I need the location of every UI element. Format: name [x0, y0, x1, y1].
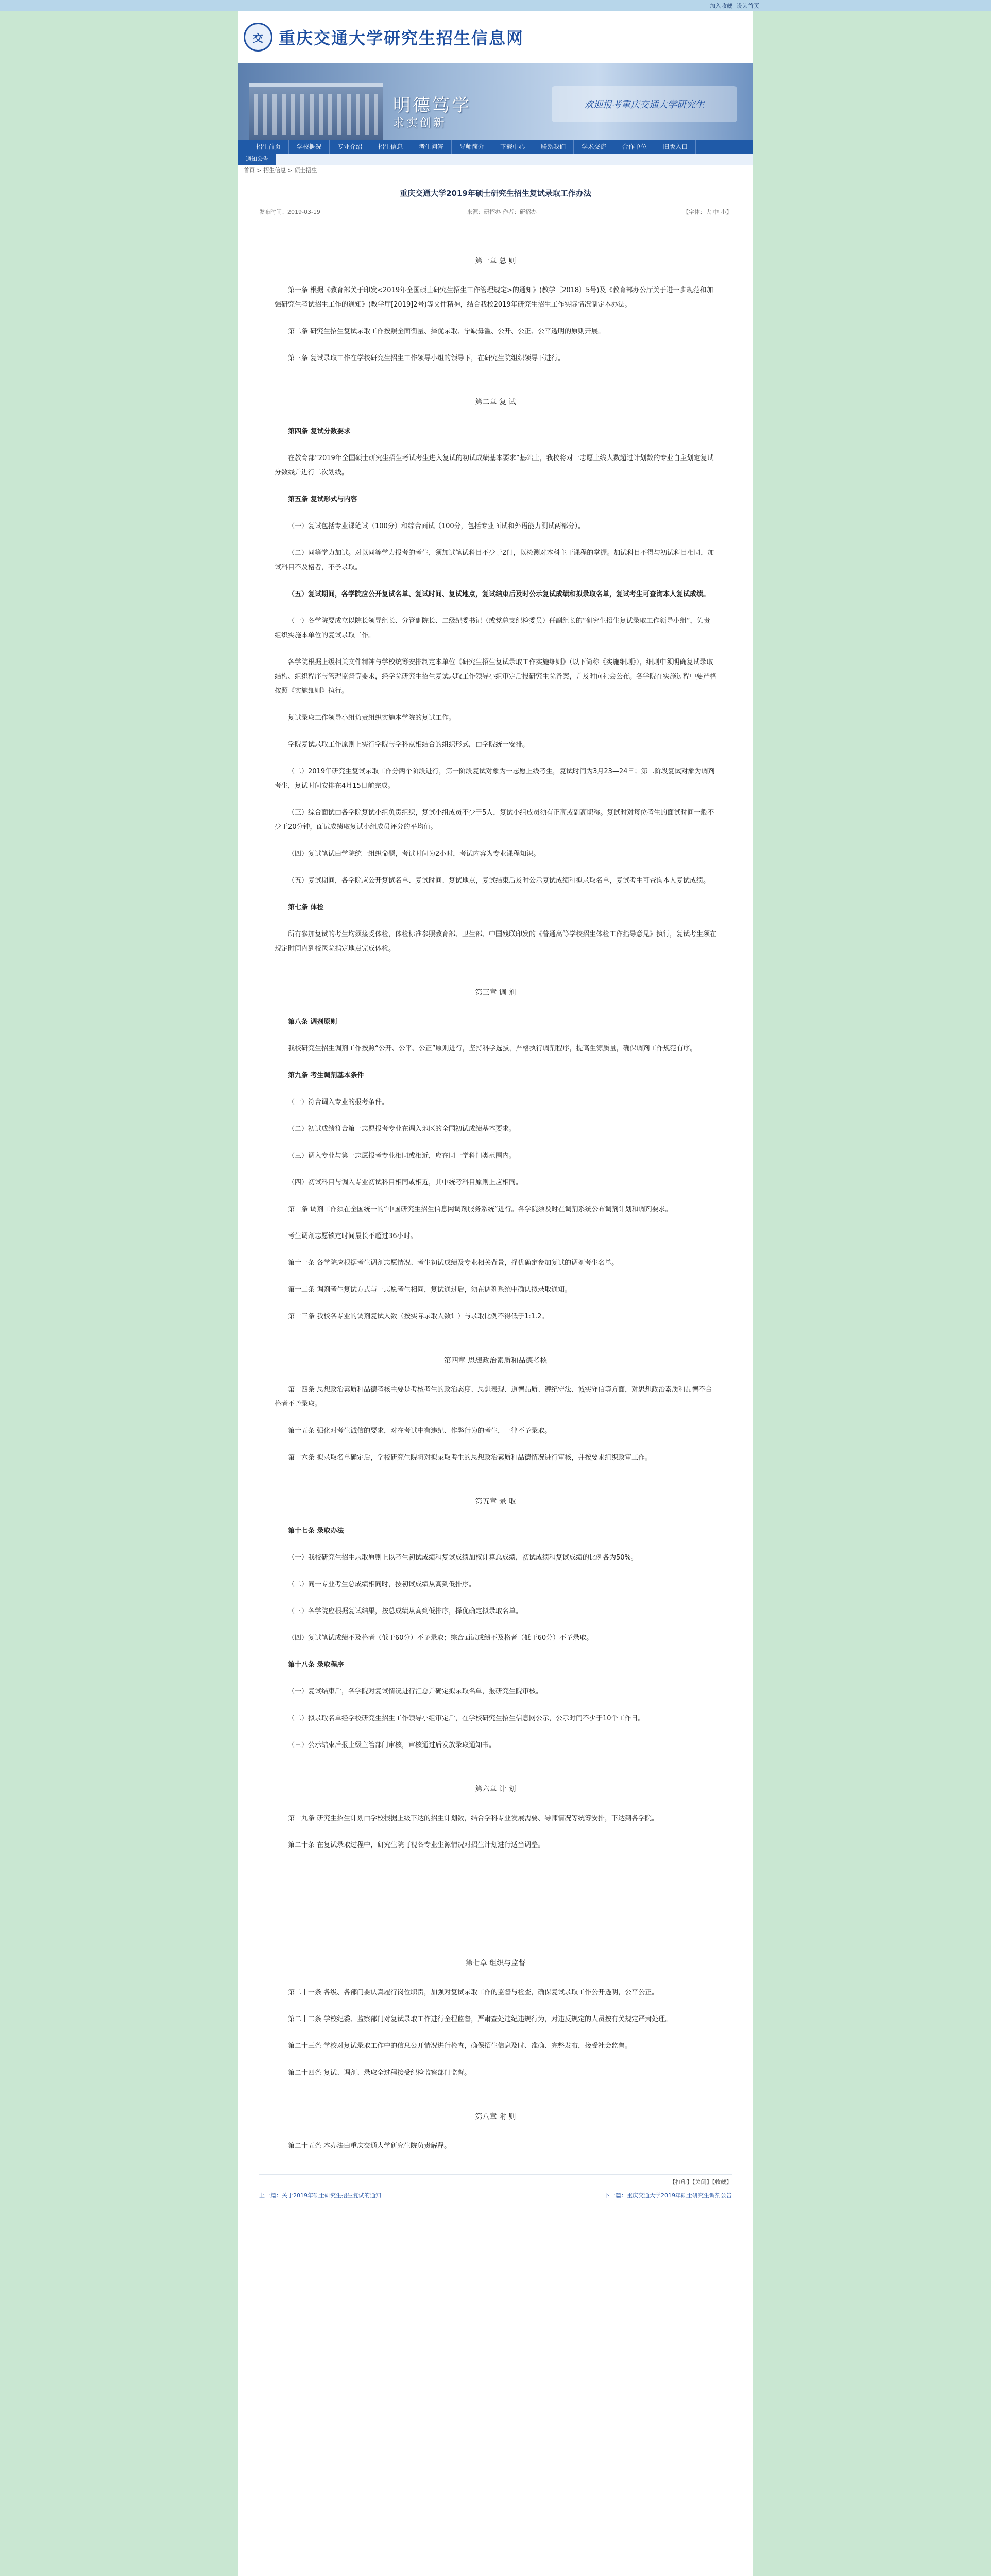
article-paragraph: 第二十一条 各级、各部门要认真履行岗位职责，加强对复试录取工作的监督与检查，确保复试录取工作公开透明，公平公正。: [288, 1989, 659, 1996]
nav-item[interactable]: 学校概况: [289, 140, 330, 154]
banner-slogan-2: 求实创新: [393, 117, 447, 130]
site-header: [238, 11, 753, 63]
article-label: （五）复试期间，各学院应公开复试名单、复试时间、复试地点，复试结束后及时公示复试成绩和拟录取名单，复试考生可查询本人复试成绩。: [288, 590, 710, 598]
article-paragraph: 第十条 调剂工作须在全国统一的“中国研究生招生信息网调剂服务系统”进行。各学院须及时在调剂系统公布调剂计划和调剂要求。: [288, 1206, 672, 1213]
publish-date: 发布时间：2019-03-19: [259, 209, 320, 215]
article-paragraph: （三）综合面试由各学院复试小组负责组织，复试小组成员不少于5人，复试小组成员须有正高或副高职称。复试时对每位考生的面试时间一般不少于20分钟，面试成绩取复试小组成员评分的平均值。: [275, 809, 714, 831]
article-paragraph: 第二十条 在复试录取过程中，研究生院可视各专业生源情况对招生计划进行适当调整。: [288, 1841, 545, 1849]
article-paragraph: 第一条 根据《教育部关于印发<2019年全国硕士研究生招生工作管理规定>的通知》(教学〔2018〕5号)及《教育部办公厅关于进一步规范和加强研究生考试招生工作的通知》(教学厅[2019]2号)等文件精神，结合我校2019年研究生招生工作实际情况制定本办法。: [275, 286, 713, 309]
article-paragraph: （二）同等学力加试。对以同等学力报考的考生，须加试笔试科目不少于2门，以检测对本科主干课程的掌握。加试科目不得与初试科目相同，加试科目不及格者，不予录取。: [275, 549, 714, 571]
university-logo[interactable]: 交: [244, 23, 272, 52]
article-paragraph: 各学院根据上级相关文件精神与学校统筹安排制定本单位《研究生招生复试录取工作实施细则》（以下简称《实施细则》），细则中须明确复试录取结构、组织程序与管理监督等要求，经学院研究生招生复试录取工作领导小组审定后报研究生院备案，并及时向社会公布。各学院在实施过程中要严格按照《实施细则》执行。: [275, 658, 717, 695]
next-article-link[interactable]: 下一篇：重庆交通大学2019年硕士研究生调剂公告: [604, 2192, 732, 2199]
campus-building-image: [249, 83, 383, 140]
article-paragraph: （二）拟录取名单经学校研究生招生工作领导小组审定后，在学校研究生招生信息网公示，公示时间不少于10个工作日。: [288, 1715, 645, 1722]
spacer: [275, 1865, 716, 1927]
related-links: [259, 2191, 732, 2199]
article-paragraph: 第十五条 强化对考生诚信的要求，对在考试中有违纪、作弊行为的考生，一律不予录取。: [288, 1427, 552, 1435]
chapter-heading: 第七章 组织与监督: [465, 1959, 526, 1968]
article-body: [259, 256, 732, 2154]
article-paragraph: 我校研究生招生调剂工作按照“公开、公平、公正”原则进行，坚持科学选拔，严格执行调剂程序，提高生源质量，确保调剂工作规范有序。: [288, 1045, 697, 1053]
article-paragraph: （三）各学院应根据复试结果，按总成绩从高到低排序，择优确定拟录取名单。: [288, 1607, 523, 1615]
nav-item[interactable]: 考生问答: [411, 140, 452, 154]
article-paragraph: 第十六条 拟录取名单确定后，学校研究生院将对拟录取考生的思想政治素质和品德情况进行审核，并按要求组织政审工作。: [288, 1454, 652, 1462]
article-paragraph: 第三条 复试录取工作在学校研究生招生工作领导小组的领导下，在研究生院组织领导下进行。: [288, 354, 565, 362]
sub-nav: [238, 154, 753, 165]
article-label: 第九条 考生调剂基本条件: [288, 1072, 364, 1079]
article-paragraph: 第二十二条 学校纪委、监察部门对复试录取工作进行全程监督，严肃查处违纪违规行为，对违反规定的人员按有关规定严肃处理。: [288, 2015, 672, 2023]
nav-item[interactable]: 专业介绍: [330, 140, 370, 154]
nav-item[interactable]: 招生首页: [248, 140, 289, 154]
prev-article-link[interactable]: 上一篇：关于2019年硕士研究生招生复试的通知: [259, 2192, 381, 2199]
article-paragraph: （四）复试笔试由学院统一组织命题，考试时间为2小时，考试内容为专业课程知识。: [288, 850, 540, 858]
nav-item[interactable]: 学术交流: [574, 140, 614, 154]
article-paragraph: 复试录取工作领导小组负责组织实施本学院的复试工作。: [288, 714, 456, 722]
article-label: 第七条 体检: [288, 904, 324, 911]
article-paragraph: （二）同一专业考生总成绩相同时，按初试成绩从高到低排序。: [288, 1581, 476, 1588]
article-paragraph: （二）2019年研究生复试录取工作分两个阶段进行，第一阶段复试对象为一志愿上线考生，复试时间为3月23—24日；第二阶段复试对象为调剂考生，复试时间安排在4月15日前完成。: [275, 768, 715, 790]
article-meta: [259, 208, 732, 219]
nav-item[interactable]: 招生信息: [370, 140, 411, 154]
nav-item[interactable]: 导师简介: [452, 140, 492, 154]
article-paragraph: （一）复试包括专业课笔试（100分）和综合面试（100分，包括专业面试和外语能力测试两部分）。: [288, 522, 585, 530]
chapter-heading: 第六章 计 划: [475, 1785, 516, 1793]
article-paragraph: （一）复试结束后，各学院对复试情况进行汇总并确定拟录取名单，报研究生院审核。: [288, 1688, 543, 1696]
article-tools[interactable]: 【打印】【关闭】【收藏】: [259, 2174, 732, 2186]
article-paragraph: 所有参加复试的考生均须接受体检，体检标准参照教育部、卫生部、中国残联印发的《普通高等学校招生体检工作指导意见》执行，复试考生须在规定时间内到校医院指定地点完成体检。: [275, 930, 717, 953]
article-paragraph: 第二十三条 学校对复试录取工作中的信息公开情况进行检查，确保招生信息及时、准确、完整发布，接受社会监督。: [288, 2042, 632, 2050]
article-label: 第十七条 录取办法: [288, 1527, 344, 1535]
add-favorite-link[interactable]: 加入收藏: [710, 3, 732, 9]
font-size-tools[interactable]: 【字体：大 中 小】: [683, 209, 732, 215]
article-paragraph: （三）公示结束后报上级主管部门审核，审核通过后发放录取通知书。: [288, 1741, 496, 1749]
source-author: 来源：研招办 作者：研招办: [467, 209, 537, 215]
article-paragraph: 第十一条 各学院应根据考生调剂志愿情况、考生初试成绩及专业相关背景，择优确定参加复试的调剂考生名单。: [288, 1259, 619, 1267]
article-paragraph: 第十三条 我校各专业的调剂复试人数（按实际录取人数计）与录取比例不得低于1:1.2。: [288, 1313, 549, 1320]
article-label: 第五条 复试形式与内容: [288, 496, 357, 503]
article-paragraph: 学院复试录取工作原则上实行学院与学科点相结合的组织形式，由学院统一安排。: [288, 741, 529, 749]
banner-slogan: 明德笃学: [393, 95, 471, 116]
article-paragraph: 第二条 研究生招生复试录取工作按照全面衡量、择优录取、宁缺毋滥、公开、公正、公平透明的原则开展。: [288, 328, 605, 335]
article-paragraph: （四）复试笔试成绩不及格者（低于60分）不予录取；综合面试成绩不及格者（低于60分）不予录取。: [288, 1634, 593, 1642]
chapter-heading: 第二章 复 试: [475, 398, 516, 406]
chapter-heading: 第三章 调 剂: [475, 989, 516, 997]
page-title: 重庆交通大学2019年硕士研究生招生复试录取工作办法: [400, 189, 591, 198]
article-paragraph: 考生调剂志愿锁定时间最长不超过36小时。: [288, 1232, 417, 1240]
nav-item[interactable]: 合作单位: [614, 140, 655, 154]
site-name[interactable]: 重庆交通大学研究生招生信息网: [279, 28, 524, 48]
chapter-heading: 第一章 总 则: [475, 257, 516, 265]
nav-item[interactable]: 下载中心: [492, 140, 533, 154]
article-paragraph: 第二十四条 复试、调剂、录取全过程接受纪检监察部门监督。: [288, 2069, 471, 2077]
article-paragraph: （二）初试成绩符合第一志愿报考专业在调入地区的全国初试成绩基本要求。: [288, 1125, 516, 1133]
article-content: [238, 176, 753, 2576]
article-paragraph: 在教育部“2019年全国硕士研究生招生考试考生进入复试的初试成绩基本要求”基础上，我校将对一志愿上线人数超过计划数的专业自主划定复试分数线并进行二次划线。: [275, 454, 714, 477]
nav-item[interactable]: 联系我们: [533, 140, 574, 154]
chapter-heading: 第八章 附 则: [475, 2113, 516, 2121]
article-label: 第四条 复试分数要求: [288, 428, 351, 435]
article-paragraph: 第二十五条 本办法由重庆交通大学研究生院负责解释。: [288, 2142, 451, 2150]
article-paragraph: 第十二条 调剂考生复试方式与一志愿考生相同，复试通过后，须在调剂系统中确认拟录取通知。: [288, 1286, 572, 1294]
section-tag[interactable]: 通知公告: [238, 154, 276, 165]
main-nav: [238, 140, 753, 154]
article-label: 第八条 调剂原则: [288, 1018, 337, 1026]
article-paragraph: （一）各学院要成立以院长领导组长、分管副院长、二级纪委书记（或党总支纪检委员）任副组长的“研究生招生复试录取工作领导小组”，负责组织实施本单位的复试录取工作。: [275, 617, 710, 639]
article-label: 第十八条 录取程序: [288, 1661, 344, 1669]
banner: [238, 63, 753, 140]
article-paragraph: （一）我校研究生招生录取原则上以考生初试成绩和复试成绩加权计算总成绩，初试成绩和复试成绩的比例各为50%。: [288, 1554, 638, 1562]
article-paragraph: （五）复试期间，各学院应公开复试名单、复试时间、复试地点，复试结束后及时公示复试成绩和拟录取名单，复试考生可查询本人复试成绩。: [288, 877, 710, 885]
chapter-heading: 第五章 录 取: [475, 1498, 516, 1506]
article-paragraph: （四）初试科目与调入专业初试科目相同或相近，其中统考科目原则上应相同。: [288, 1179, 523, 1187]
chapter-heading: 第四章 思想政治素质和品德考核: [443, 1357, 548, 1365]
breadcrumb[interactable]: 首页 > 招生信息 > 硕士招生: [238, 165, 753, 176]
set-homepage-link[interactable]: 设为首页: [737, 3, 759, 9]
article-paragraph: 第十九条 研究生招生计划由学校根据上级下达的招生计划数，结合学科专业发展需要、导师情况等统筹安排，下达到各学院。: [288, 1815, 659, 1822]
nav-item[interactable]: 旧版入口: [655, 140, 696, 154]
banner-welcome: 欢迎报考重庆交通大学研究生: [552, 86, 737, 122]
article-paragraph: （三）调入专业与第一志愿报考专业相同或相近，应在同一学科门类范围内。: [288, 1152, 516, 1160]
article-paragraph: 第十四条 思想政治素质和品德考核主要是考核考生的政治态度、思想表现、道德品质、遵纪守法、诚实守信等方面，对思想政治素质和品德不合格者不予录取。: [275, 1386, 712, 1408]
article-paragraph: （一）符合调入专业的报考条件。: [288, 1098, 389, 1106]
top-bar: [0, 0, 991, 11]
